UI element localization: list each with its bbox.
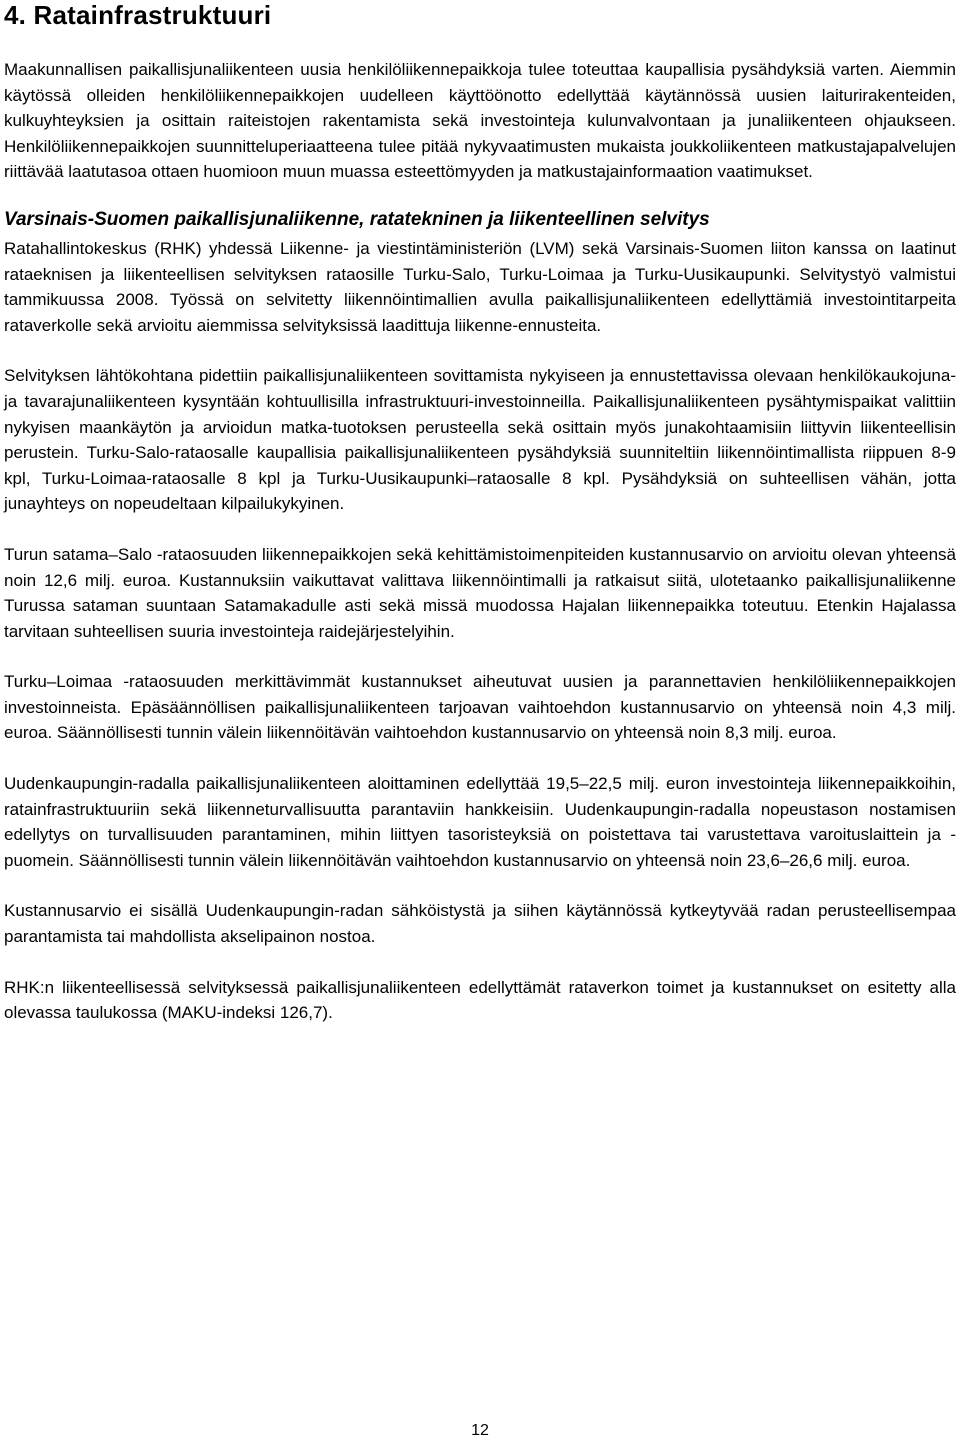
body-paragraph: Ratahallintokeskus (RHK) yhdessä Liikenne- ja viestintäministeriön (LVM) sekä Varsinais-Suomen liiton kanssa on laatinut rataeknisen ja liikenteellisen selvityksen rataosille Turku-Salo, Turku-Loimaa ja Turku-Uusikaupunki. Selvitystyö valmistui tammikuussa 2008. Työssä on selvitetty liikennöintimallien avulla paikallisjunaliikenteen edellyttämiä investointitarpeita rataverkolle sekä arvioitu aiemmissa selvityksissä laadittuja liikenne-ennusteita. [4,238,956,335]
body-paragraph: RHK:n liikenteellisessä selvityksessä paikallisjunaliikenteen edellyttämät rataverkon toimet ja kustannukset on esitetty alla olevassa taulukossa (MAKU-indeksi 126,7). [4,977,956,1023]
intro-paragraph: Maakunnallisen paikallisjunaliikenteen uusia henkilöliikennepaikkoja tulee toteuttaa kaupallisia pysähdyksiä varten. Aiemmin käytössä olleiden henkilöliikennepaikkojen uudelleen käyttöönotto edellyttää käytännössä uusien laiturirakenteiden, kulkuyhteyksien ja osittain raiteistojen rakentamista sekä investointeja kulunvalvontaan ja junaliikenteen ohjaukseen. Henkilöliikennepaikkojen suunnitteluperiaatteena tulee pitää nykyvaatimusten mukaista joukkoliikenteen matkustajapalvelujen riittävää laatutasoa ottaen huomioon muun muassa esteettömyyden ja matkustajainformaation vaatimukset. [4,60,956,182]
page-number: 12 [471,1422,489,1439]
body-paragraph: Selvityksen lähtökohtana pidettiin paikallisjunaliikenteen sovittamista nykyiseen ja ennustettavissa olevaan henkilökaukojuna- ja tavarajunaliikenteen kysyntään kohtuullisilla infrastruktuuri-investoinneilla. Paikallisjunaliikenteen pysähtymispaikat valittiin nykyisen maankäytön ja arvioidun matka-tuotoksen perusteella sekä osittain myös junakohtaamisiin liittyvin liikenteellisin perustein. Turku-Salo-rataosalle kaupallisia paikallisjunaliikenteen pysähdyksiä suunniteltiin liikennöintimallista riippuen 8-9 kpl, Turku-Loimaa-rataosalle 8 kpl ja Turku-Uusikaupunki–rataosalle 8 kpl. Pysähdyksiä on suhteellisen vähän, jotta junayhteys on nopeudeltaan kilpailukykyinen. [4,366,956,514]
body-paragraph: Kustannusarvio ei sisällä Uudenkaupungin-radan sähköistystä ja siihen käytännössä kytkeytyvää radan perusteellisempaa parantamista tai mahdollista akselipainon nostoa. [4,901,956,947]
section-heading: 4. Ratainfrastruktuuri [4,0,272,30]
document-page [4,0,956,1026]
body-paragraph: Turku–Loimaa -rataosuuden merkittävimmät kustannukset aiheutuvat uusien ja parannettavien henkilöliikennepaikkojen investoinneista. Epäsäännöllisen paikallisjunaliikenteen tarjoavan vaihtoehdon kustannusarvio on yhteensä noin 4,3 milj. euroa. Säännöllisesti tunnin välein liikennöitävän vaihtoehdon kustannusarvio on yhteensä noin 8,3 milj. euroa. [4,672,956,743]
body-paragraph: Uudenkaupungin-radalla paikallisjunaliikenteen aloittaminen edellyttää 19,5–22,5 milj. euron investointeja liikennepaikkoihin, ratainfrastruktuuriin sekä liikenneturvallisuutta parantaviin hankkeisiin. Uudenkaupungin-radalla nopeustason nostamisen edellytys on turvallisuuden parantaminen, mihin liittyen tasoristeyksiä on poistettava tai varustettava varoituslaittein ja -puomein. Säännöllisesti tunnin välein liikennöitävän vaihtoehdon kustannusarvio on yhteensä noin 23,6–26,6 milj. euroa. [4,774,956,870]
body-paragraph: Turun satama–Salo -rataosuuden liikennepaikkojen sekä kehittämistoimenpiteiden kustannusarvio on arvioitu olevan yhteensä noin 12,6 milj. euroa. Kustannuksiin vaikuttavat valittava liikennöintimalli ja ratkaisut siitä, ulotetaanko paikallisjunaliikenne Turussa sataman suuntaan Satamakadulle asti sekä missä muodossa Hajalan liikennepaikka toteutuu. Etenkin Hajalassa tarvitaan suhteellisen suuria investointeja raidejärjestelyihin. [4,544,956,641]
subsection-heading: Varsinais-Suomen paikallisjunaliikenne, ratatekninen ja liikenteellinen selvitys [4,208,710,230]
